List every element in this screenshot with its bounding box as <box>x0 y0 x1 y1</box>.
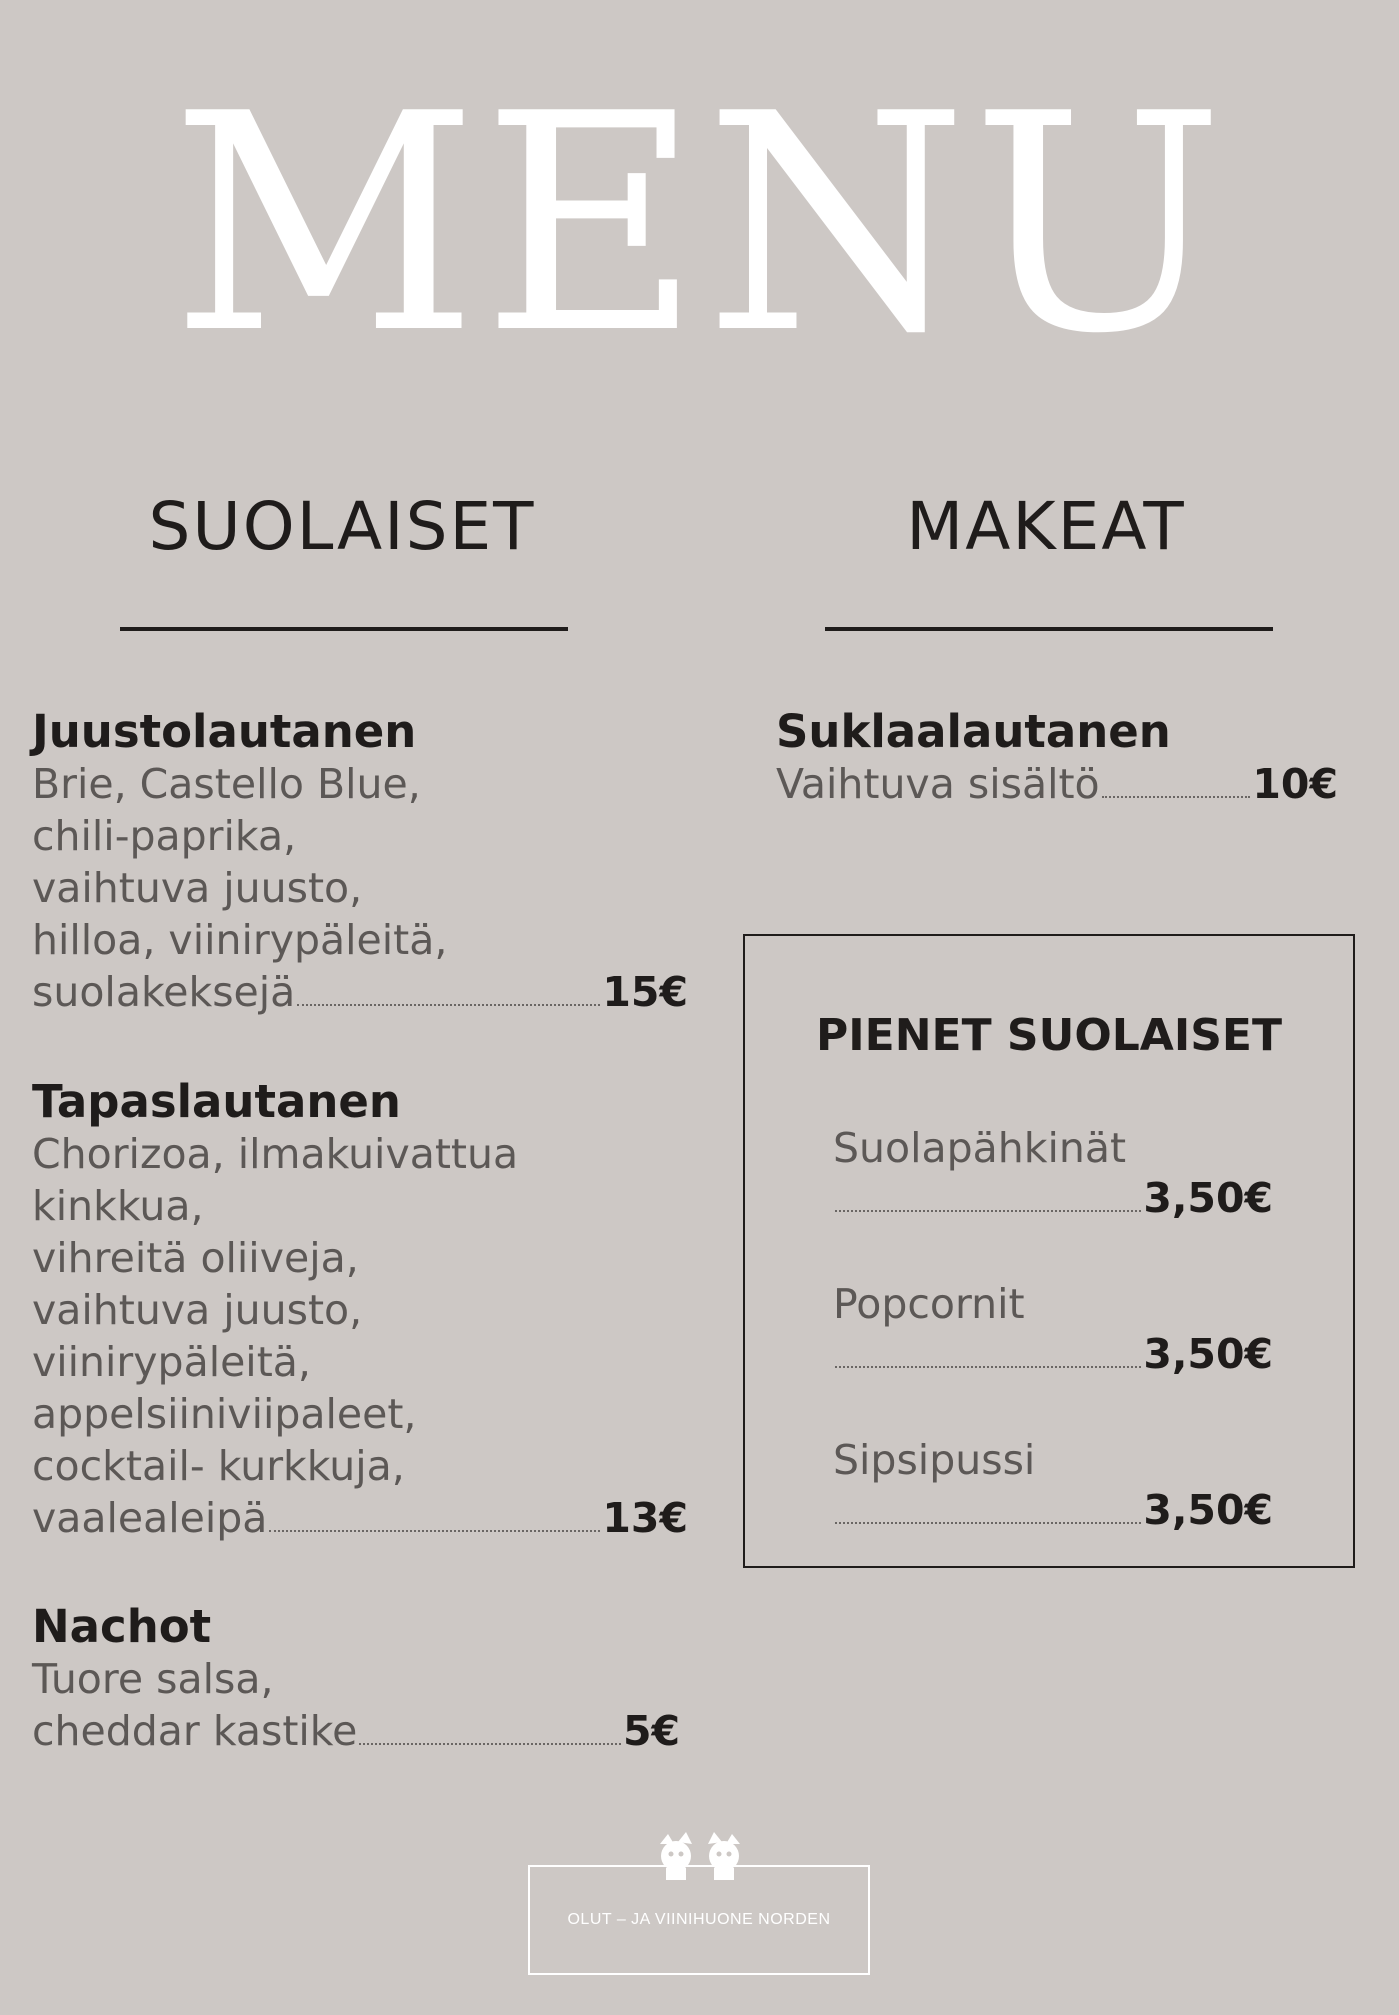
item-name: Juustolautanen <box>32 705 417 758</box>
dot-leader <box>835 1521 1141 1524</box>
snack-price: 3,50€ <box>1143 1174 1273 1222</box>
snack-price: 3,50€ <box>1143 1330 1273 1378</box>
desc-line: Brie, Castello Blue, <box>32 760 421 808</box>
desc-line: vihreitä oliiveja, <box>32 1234 359 1282</box>
item-name: Nachot <box>32 1600 212 1653</box>
item-description <box>32 1653 692 1757</box>
snack-name: Popcornit <box>833 1280 1025 1328</box>
dot-leader <box>269 1529 600 1532</box>
dot-leader <box>359 1742 621 1745</box>
small-savory-box <box>743 934 1355 1568</box>
dot-leader <box>1102 795 1251 798</box>
item-name: Tapaslautanen <box>32 1075 401 1128</box>
price-line <box>32 1705 680 1757</box>
snack-name: Suolapähkinät <box>833 1124 1127 1172</box>
desc-line: vaihtuva juusto, <box>32 864 363 912</box>
snack-name: Sipsipussi <box>833 1436 1036 1484</box>
desc-line: suolakeksejä <box>32 968 296 1016</box>
desc-line: vaihtuva juusto, <box>32 1286 363 1334</box>
snack-price: 3,50€ <box>1143 1486 1273 1534</box>
desc-line: appelsiiniviipaleet, <box>32 1390 417 1438</box>
item-description <box>776 758 1338 810</box>
price-line <box>32 1492 688 1544</box>
menu-item-tapaslautanen <box>32 1076 692 1544</box>
desc-line: Vaihtuva sisältö <box>776 760 1100 808</box>
desc-line: cocktail- kurkkuja, <box>32 1442 405 1490</box>
item-price: 10€ <box>1252 760 1338 808</box>
desc-line: cheddar kastike <box>32 1707 358 1755</box>
desc-line: Tuore salsa, <box>32 1655 274 1703</box>
desc-line: viinirypäleitä, <box>32 1338 311 1386</box>
price-line <box>833 1330 1273 1378</box>
footer-brand-box <box>528 1865 870 1975</box>
desc-line: chili-paprika, <box>32 812 297 860</box>
divider-savory <box>120 627 568 631</box>
dot-leader <box>297 1003 600 1006</box>
desc-line: hilloa, viinirypäleitä, <box>32 916 448 964</box>
price-line <box>776 758 1338 810</box>
desc-line: vaalealeipä <box>32 1494 268 1542</box>
item-price: 5€ <box>622 1707 680 1755</box>
item-price: 15€ <box>602 968 688 1016</box>
price-line <box>833 1174 1273 1222</box>
item-description <box>32 1128 692 1544</box>
menu-title: MENU <box>170 50 1229 399</box>
snack-item <box>833 1122 1273 1222</box>
column-heading-sweet: MAKEAT <box>906 488 1186 565</box>
item-description <box>32 758 692 1018</box>
small-savory-title: PIENET SUOLAISET <box>816 1010 1282 1061</box>
menu-item-juustolautanen <box>32 706 692 1018</box>
menu-item-nachot <box>32 1601 692 1757</box>
menu-item-suklaalautanen <box>776 706 1338 810</box>
item-price: 13€ <box>602 1494 688 1542</box>
column-heading-savory: SUOLAISET <box>148 488 536 565</box>
divider-sweet <box>825 627 1273 631</box>
price-line <box>32 966 688 1018</box>
dot-leader <box>835 1365 1141 1368</box>
desc-line: kinkkua, <box>32 1182 204 1230</box>
desc-line: Chorizoa, ilmakuivattua <box>32 1130 519 1178</box>
price-line <box>833 1486 1273 1534</box>
snack-item <box>833 1434 1273 1534</box>
snack-item <box>833 1278 1273 1378</box>
footer-brand-text: OLUT – JA VIINIHUONE NORDEN <box>567 1911 831 1928</box>
item-name: Suklaalautanen <box>776 705 1171 758</box>
dot-leader <box>835 1209 1141 1212</box>
